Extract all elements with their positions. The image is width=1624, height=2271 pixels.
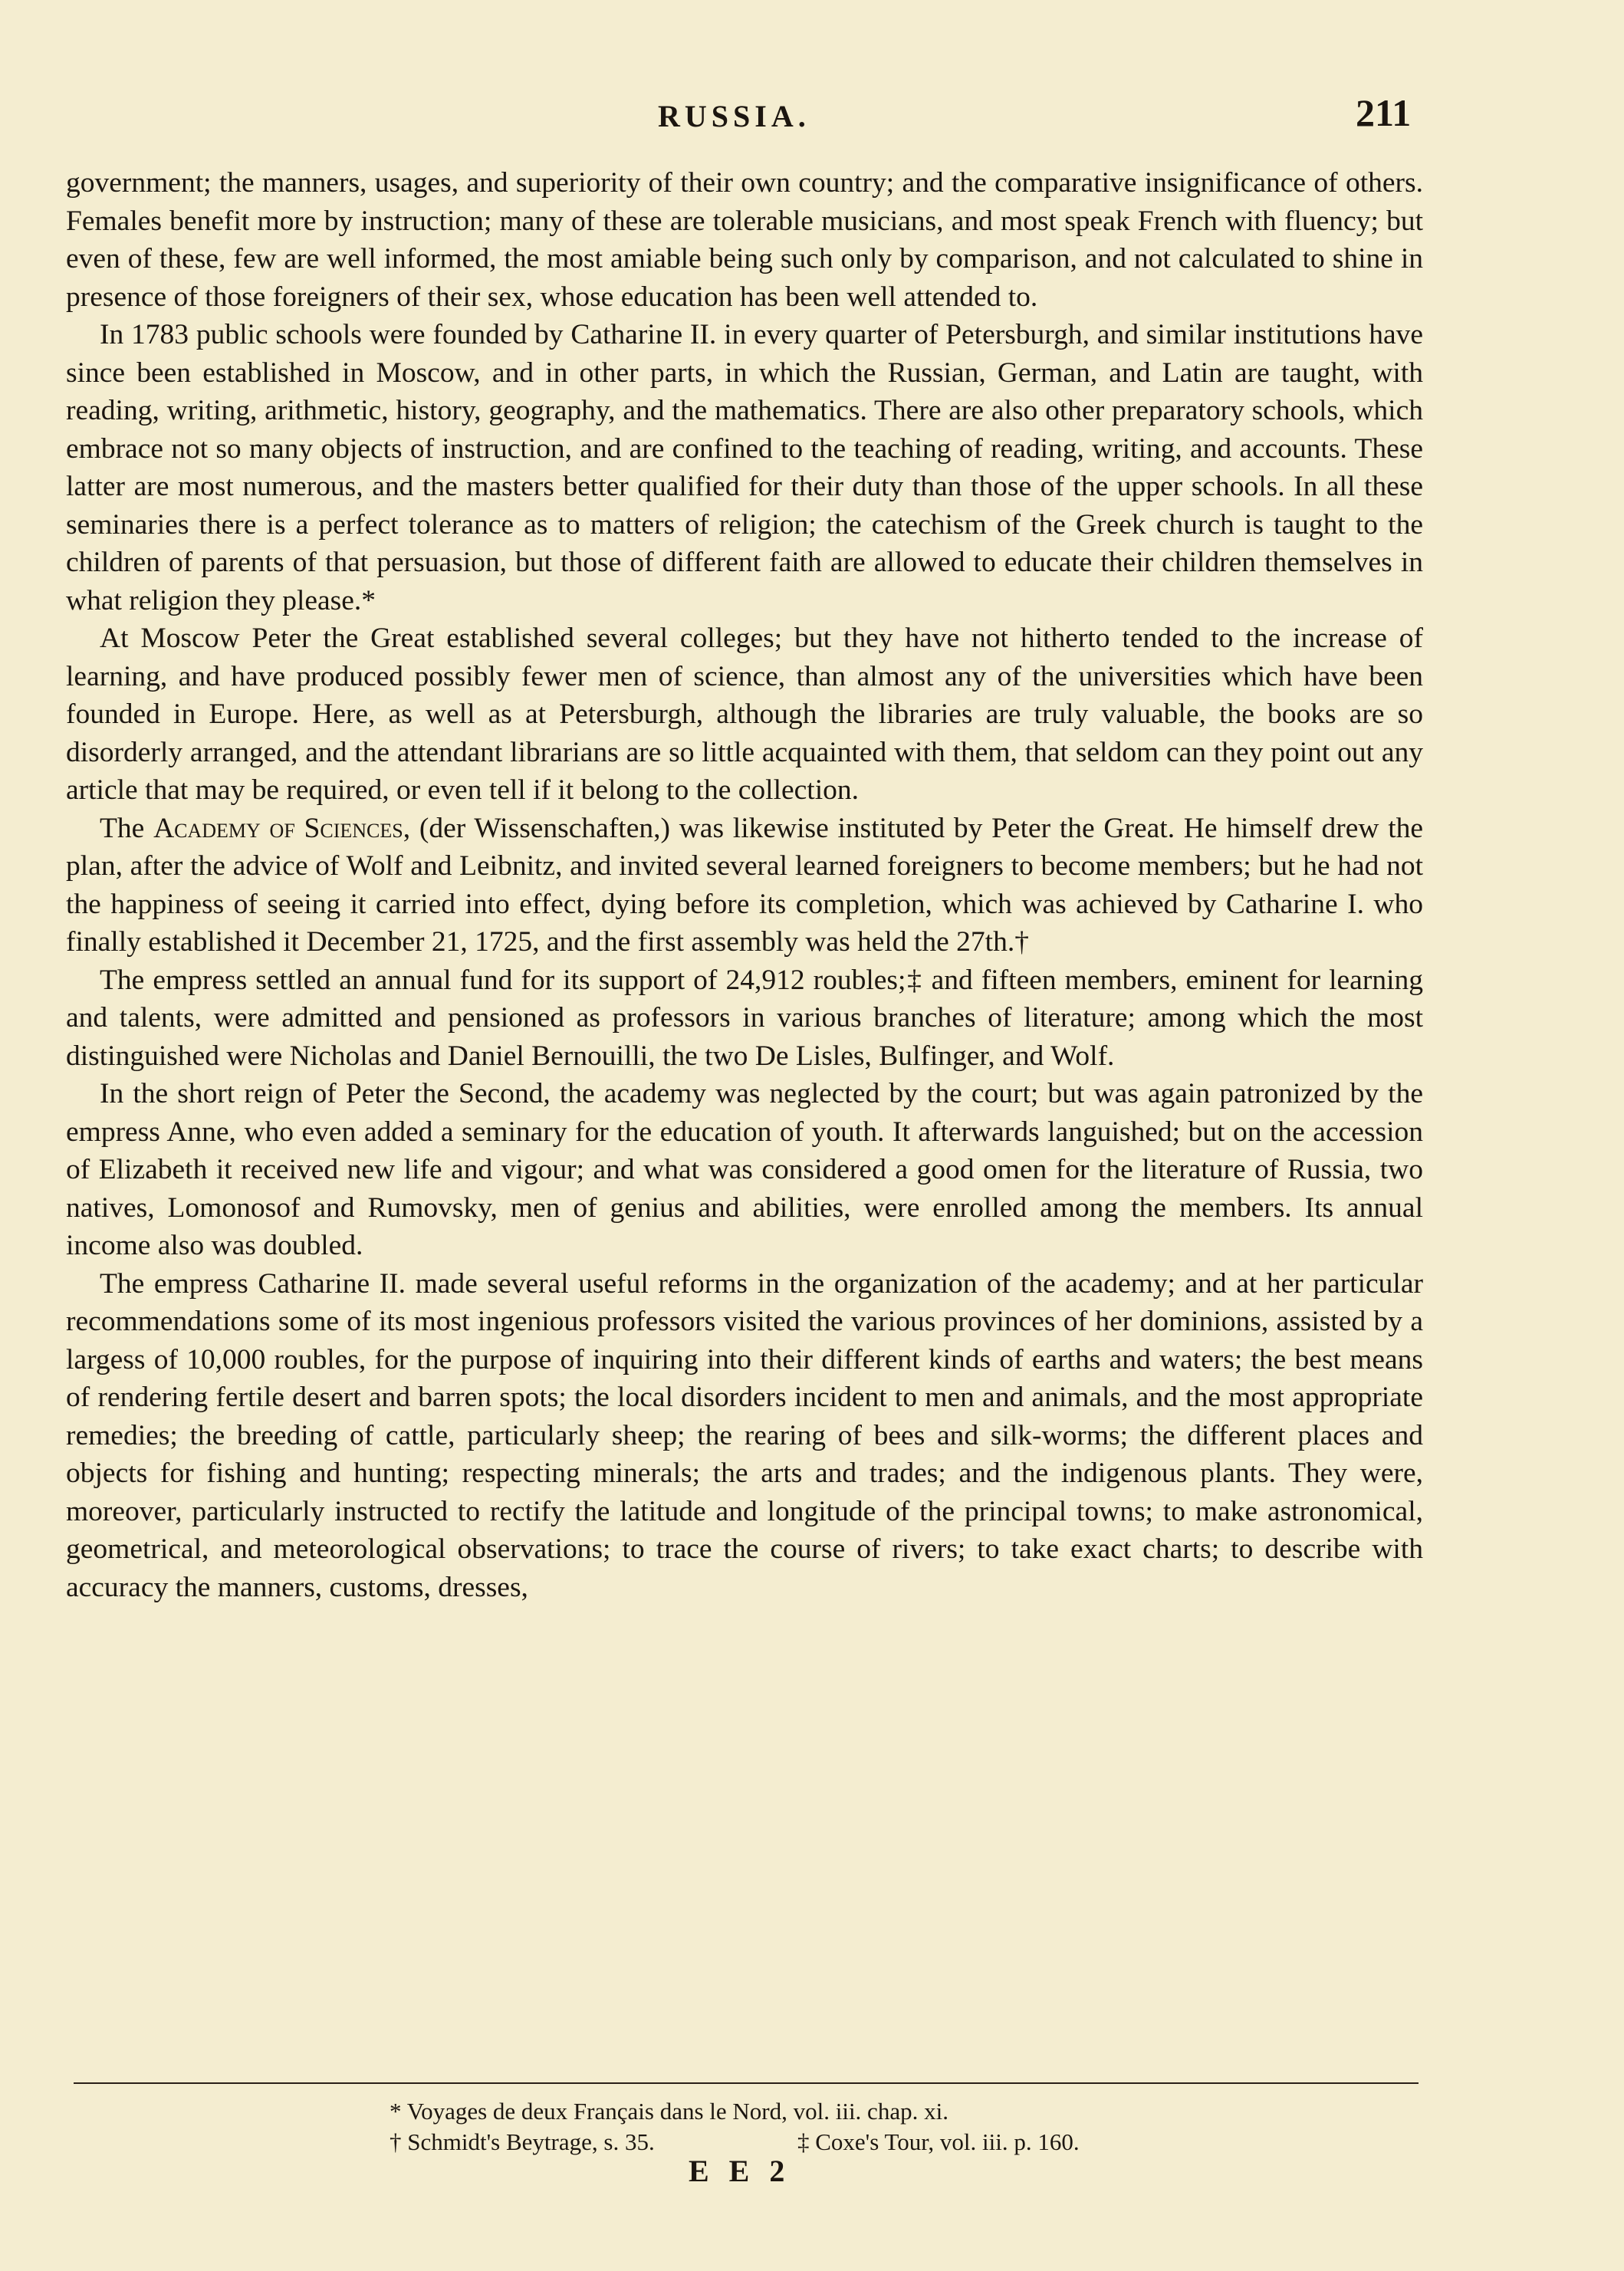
running-title: RUSSIA. <box>658 99 810 133</box>
footnote-dagger: † Schmidt's Beytrage, s. 35. <box>390 2128 655 2155</box>
paragraph-1: government; the manners, usages, and superiority of their own country; and the comparative insignificance of others. Females benefit more by instruction; many of these are tolerable musicians, and most speak French with fluency; but even of these, few are well informed, the most amiable being such only by comparison, and not calculated to shine in presence of those foreigners of their sex, whose education has been well attended to. <box>66 167 1423 313</box>
paragraph-2: In 1783 public schools were founded by Catharine II. in every quarter of Petersburgh, and similar institutions have since been established in Moscow, and in other parts, in which the Russian, German, and Latin are taught, with reading, writing, arithmetic, history, geography, and the mathematics. There are also other preparatory schools, which embrace not so many objects of instruction, and are confined to the teaching of reading, writing, and accounts. These latter are most numerous, and the masters better qualified for their duty than those of the upper schools. In all these seminaries there is a perfect tolerance as to matters of religion; the catechism of the Greek church is taught to the children of parents of that persuasion, but those of different faith are allowed to educate their children themselves in what religion they please.* <box>66 319 1423 616</box>
signature-mark: E E 2 <box>689 2154 791 2188</box>
paragraph-4-lead: The <box>100 812 145 844</box>
academy-of-sciences-heading: Academy of Sciences, <box>153 812 411 844</box>
paragraph-4 <box>66 810 1423 961</box>
paragraph-4-rest: (der Wissenschaften,) was likewise instituted by Peter the Great. He himself drew the plan, after the advice of Wolf and Leibnitz, and invited several learned foreigners to become members; but he had not the happiness of seeing it carried into effect, dying before its completion, which was achieved by Catharine I. who finally established it December 21, 1725, and the first assembly was held the 27th.† <box>66 812 1424 958</box>
paragraph-5: The empress settled an annual fund for its support of 24,912 roubles;‡ and fifteen members, eminent for learning and talents, were admitted and pensioned as professors in various branches of literature; among which the most distinguished were Nicholas and Daniel Bernouilli, the two De Lisles, Bulfinger, and Wolf. <box>66 964 1423 1072</box>
paragraph-6: In the short reign of Peter the Second, the academy was neglected by the court; but was again patronized by the empress Anne, who even added a seminary for the education of youth. It afterwards languished; but on the accession of Elizabeth it received new life and vigour; and what was considered a good omen for the literature of Russia, two natives, Lomonosof and Rumovsky, men of genius and abilities, were enrolled among the members. Its annual income also was doubled. <box>66 1078 1423 1261</box>
footnote-asterisk: * Voyages de deux Français dans le Nord, vol. iii. chap. xi. <box>390 2098 948 2125</box>
page-header <box>0 90 1624 144</box>
footnote-rule <box>74 2082 1419 2084</box>
paragraph-7: The empress Catharine II. made several useful reforms in the organization of the academy; and at her particular recommendations some of its most ingenious professors visited the various provinces of her dominions, assisted by a largess of 10,000 roubles, for the purpose of inquiring into their different kinds of earths and waters; the best means of rendering fertile desert and barren spots; the local disorders incident to men and animals, and the most appropriate remedies; the breeding of cattle, particularly sheep; the rearing of bees and silk-worms; the different places and objects for fishing and hunting; respecting minerals; the arts and trades; and the indigenous plants. They were, moreover, particularly instructed to rectify the latitude and longitude of the principal towns; to make astronomical, geometrical, and meteorological observations; to trace the course of rivers; to take exact charts; to describe with accuracy the manners, customs, dresses, <box>66 1267 1423 1603</box>
page-number: 211 <box>1356 91 1412 134</box>
body-text <box>66 164 1423 1606</box>
footnote-double-dagger: ‡ Coxe's Tour, vol. iii. p. 160. <box>797 2128 1080 2155</box>
paragraph-3: At Moscow Peter the Great established several colleges; but they have not hitherto tended to the increase of learning, and have produced possibly fewer men of science, than almost any of the universities which have been founded in Europe. Here, as well as at Petersburgh, although the libraries are truly valuable, the books are so disorderly arranged, and the attendant librarians are so little acquainted with them, that seldom can they point out any article that may be required, or even tell if it belong to the collection. <box>66 623 1423 806</box>
